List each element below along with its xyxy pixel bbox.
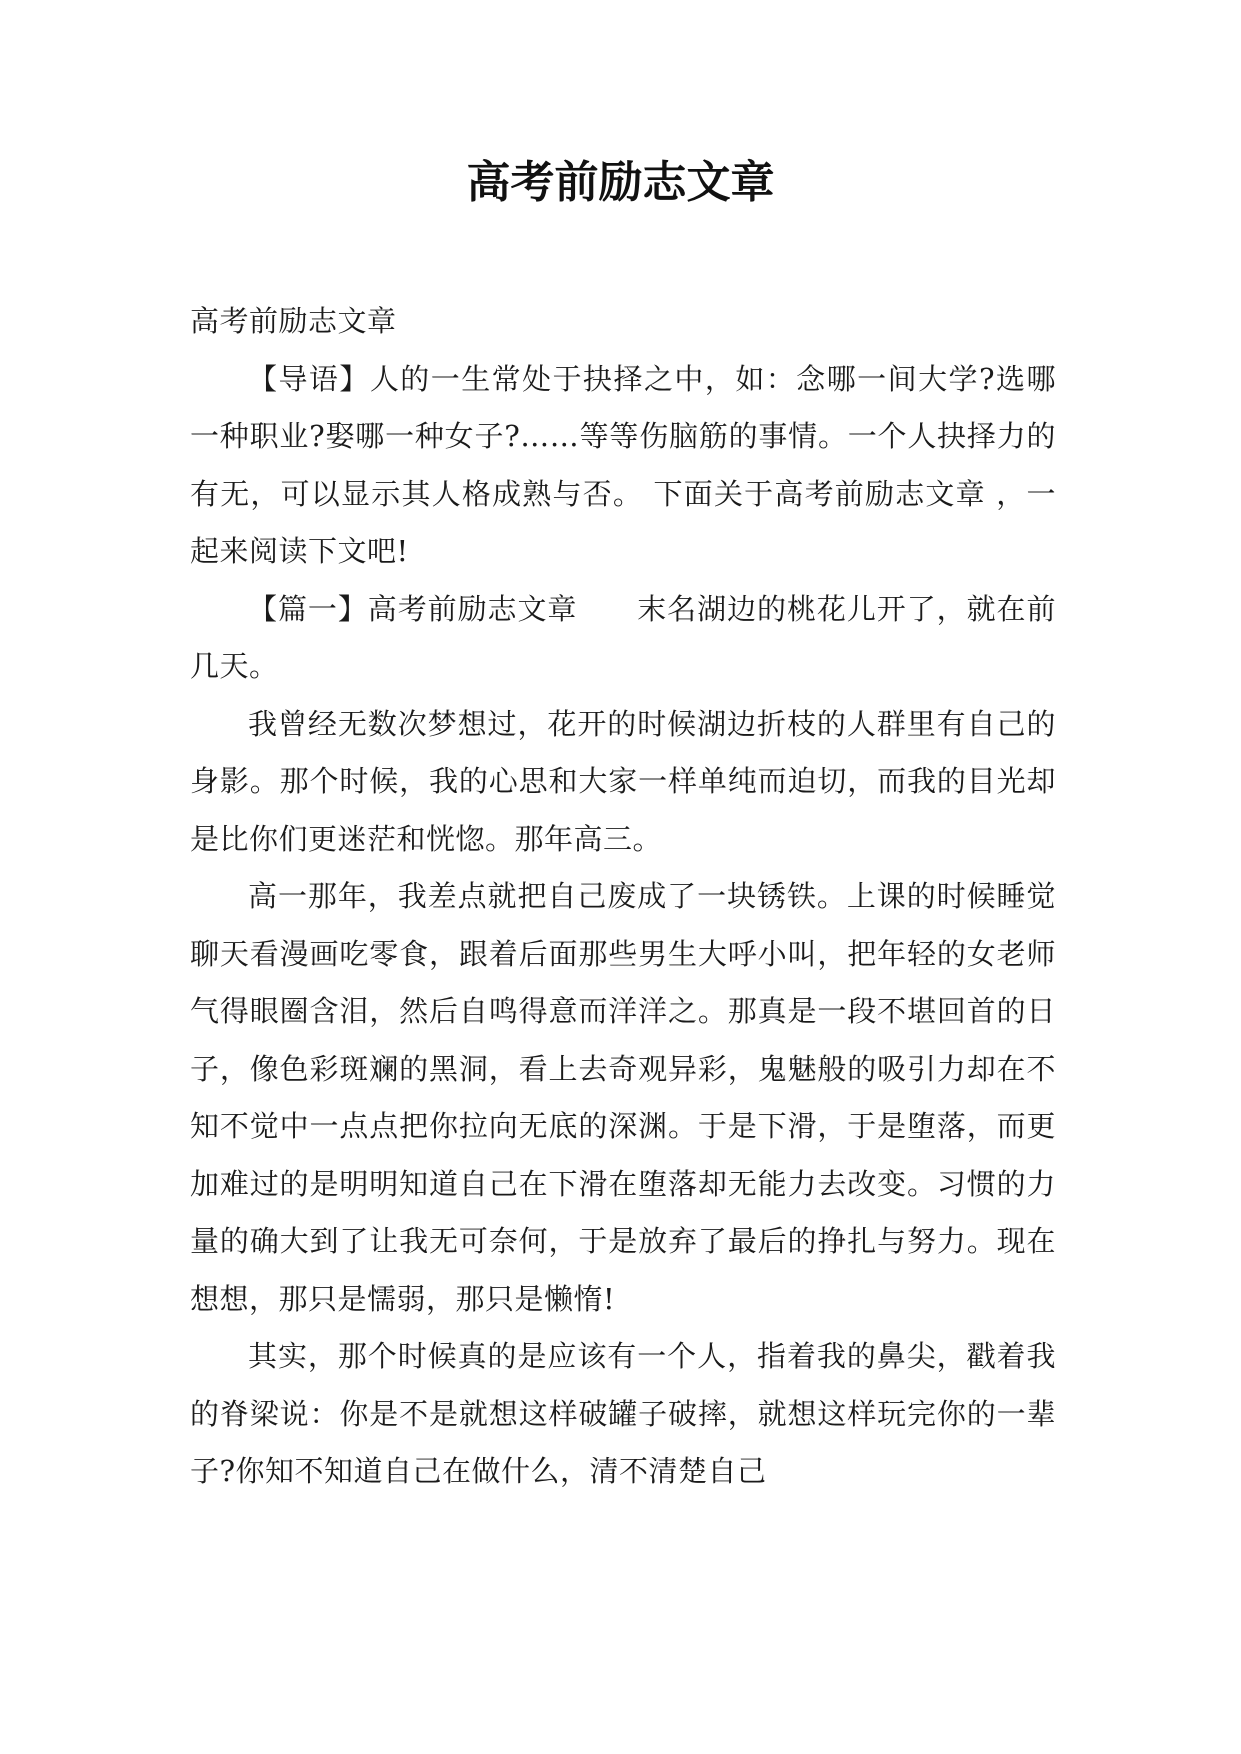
document-title: 高考前励志文章	[466, 157, 775, 208]
body-subtitle: 高考前励志文章	[190, 304, 397, 338]
paragraph-part-one-heading: 【篇一】高考前励志文章 末名湖边的桃花儿开了，就在前几天。	[190, 591, 1056, 683]
document-body	[190, 293, 1056, 1501]
paragraph-reflection: 其实，那个时候真的是应该有一个人，指着我的鼻尖，戳着我的脊梁说：你是不是就想这样破罐子破摔，就想这样玩完你的一辈子?你知不知道自己在做什么，清不清楚自己	[190, 1339, 1056, 1488]
paragraph-dream: 我曾经无数次梦想过，花开的时候湖边折枝的人群里有自己的身影。那个时候，我的心思和大家一样单纯而迫切，而我的目光却是比你们更迷茫和恍惚。那年高三。	[190, 706, 1056, 856]
paragraph-intro: 【导语】人的一生常处于抉择之中，如：念哪一间大学?选哪一种职业?娶哪一种女子?……等等伤脑筋的事情。一个人抉择力的有无，可以显示其人格成熟与否。 下面关于高考前励志文章 ，一起来阅读下文吧!	[190, 361, 1056, 568]
paragraph-first-year: 高一那年，我差点就把自己废成了一块锈铁。上课的时候睡觉聊天看漫画吃零食，跟着后面那些男生大呼小叫，把年轻的女老师气得眼圈含泪，然后自鸣得意而洋洋之。那真是一段不堪回首的日子，像色彩斑斓的黑洞，看上去奇观异彩，鬼魅般的吸引力却在不知不觉中一点点把你拉向无底的深渊。于是下滑，于是堕落，而更加难过的是明明知道自己在下滑在堕落却无能力去改变。习惯的力量的确大到了让我无可奈何，于是放弃了最后的挣扎与努力。现在想想，那只是懦弱，那只是懒惰!	[190, 879, 1056, 1316]
